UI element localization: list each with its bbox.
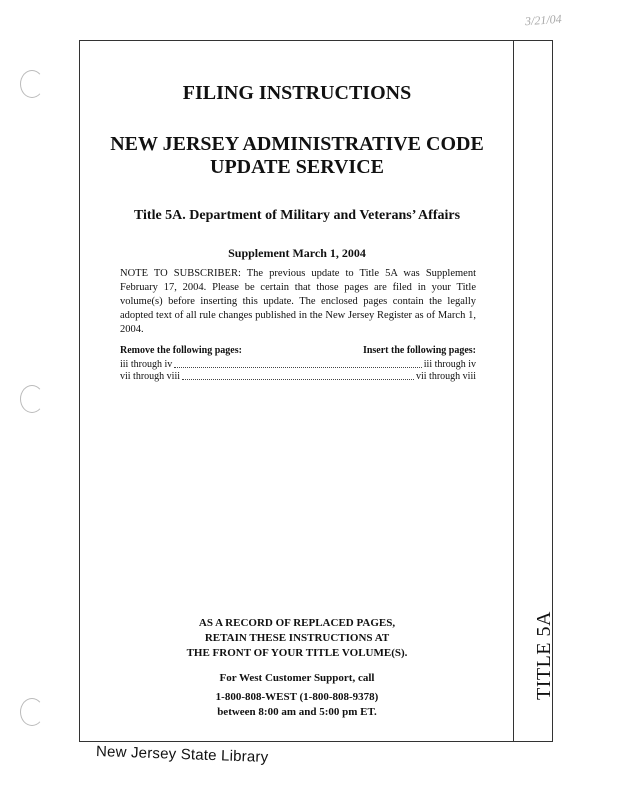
insert-pages-cell: vii through viii xyxy=(416,371,476,382)
punch-hole-top xyxy=(20,70,44,98)
support-phone: 1-800-808-WEST (1-800-808-9378) xyxy=(215,691,379,703)
record-instructions xyxy=(92,616,502,661)
record-line-3: THE FRONT OF YOUR TITLE VOLUME(S). xyxy=(186,647,408,659)
punch-hole-bottom xyxy=(20,698,44,726)
customer-support xyxy=(92,671,502,720)
code-title-line-2: UPDATE SERVICE xyxy=(210,156,384,178)
dot-leader xyxy=(174,367,422,368)
support-line-1: For West Customer Support, call xyxy=(219,672,375,684)
support-hours: between 8:00 am and 5:00 pm ET. xyxy=(217,706,377,718)
insert-pages-cell: iii through iv xyxy=(423,359,476,370)
supplement-date: Supplement March 1, 2004 xyxy=(228,246,366,260)
record-line-2: RETAIN THESE INSTRUCTIONS AT xyxy=(204,632,390,644)
title-subtitle: Title 5A. Department of Military and Veterans’ Affairs xyxy=(133,208,461,223)
page-table-header xyxy=(120,345,476,356)
tab-divider-line xyxy=(513,40,514,742)
page-row xyxy=(120,371,476,383)
title-tab-label: TITLE 5A xyxy=(533,611,555,700)
code-title-line-1: NEW JERSEY ADMINISTRATIVE CODE xyxy=(110,133,484,155)
subscriber-notice: NOTE TO SUBSCRIBER: The previous update to Title 5A was Supplement February 17, 2004. Please be certain that those pages are filed in your Title volume(s) before inserting this update. The enclosed pages contain the legally adopted text of all rule changes published in the New Jersey Register as of March 1, 2004. xyxy=(120,268,476,335)
dot-leader xyxy=(182,379,414,380)
record-line-1: AS A RECORD OF REPLACED PAGES, xyxy=(198,617,396,629)
remove-pages-cell: vii through viii xyxy=(120,371,180,382)
remove-pages-header: Remove the following pages: xyxy=(120,345,242,356)
code-title xyxy=(92,133,502,179)
page-title: FILING INSTRUCTIONS xyxy=(182,82,412,104)
handwritten-date-note: 3/21/04 xyxy=(524,11,563,29)
library-stamp: New Jersey State Library xyxy=(95,742,269,767)
remove-pages-cell: iii through iv xyxy=(120,359,173,370)
punch-hole-middle xyxy=(20,385,44,413)
page-replacement-table xyxy=(120,345,476,383)
insert-pages-header: Insert the following pages: xyxy=(362,345,476,356)
page-row xyxy=(120,359,476,371)
